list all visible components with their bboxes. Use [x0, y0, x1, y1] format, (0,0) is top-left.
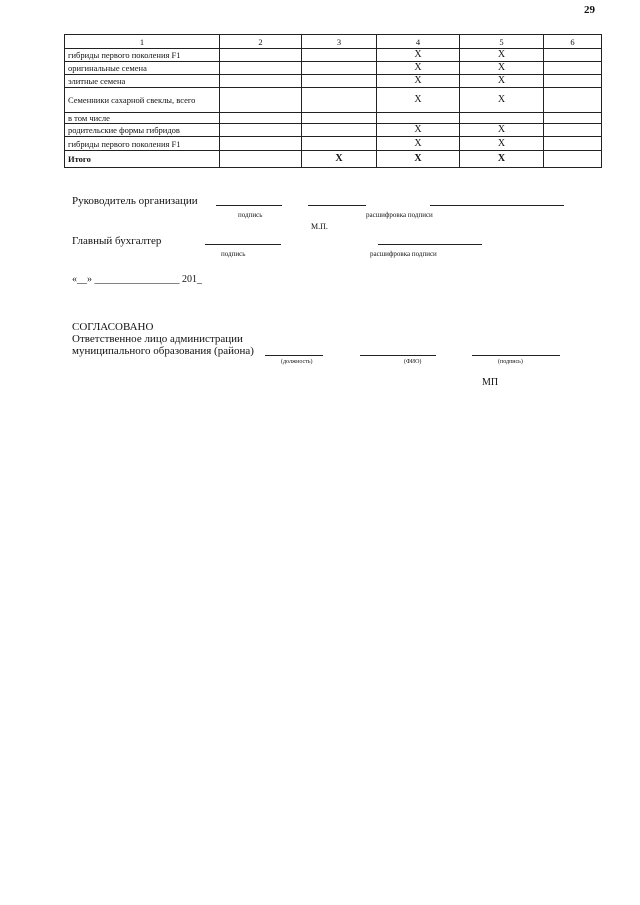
- table-cell: X: [460, 88, 544, 113]
- table-row: [65, 137, 602, 151]
- head-label: Руководитель организации: [72, 195, 198, 207]
- approval-line-2: муниципального образования (района): [72, 345, 254, 357]
- row-label: гибриды первого поколения F1: [65, 49, 220, 62]
- table-cell: [220, 88, 302, 113]
- row-label: Семенники сахарной свеклы, всего: [65, 88, 220, 113]
- table-cell: X: [460, 137, 544, 151]
- table-row: [65, 75, 602, 88]
- header-cell: 1: [65, 35, 220, 49]
- table-cell: [544, 124, 602, 137]
- page-number: 29: [584, 4, 595, 16]
- table-header-row: [65, 35, 602, 49]
- total-row: [65, 151, 602, 168]
- approval-position-caption: (должность): [281, 359, 313, 365]
- row-label: родительские формы гибридов: [65, 124, 220, 137]
- head-decoding-line: [430, 205, 564, 206]
- header-cell: 6: [544, 35, 602, 49]
- table-cell: [302, 113, 377, 124]
- row-label: оригинальные семена: [65, 62, 220, 75]
- table-cell: [302, 75, 377, 88]
- table-cell: [220, 113, 302, 124]
- table-row: [65, 49, 602, 62]
- approval-title: СОГЛАСОВАНО: [72, 321, 154, 333]
- table-cell: [220, 137, 302, 151]
- table-row: [65, 62, 602, 75]
- table-cell: [302, 62, 377, 75]
- approval-fio-line: [360, 355, 436, 356]
- approval-fio-caption: (ФИО): [404, 359, 422, 365]
- table-cell: X: [460, 124, 544, 137]
- table-cell: [220, 75, 302, 88]
- table-cell: [302, 49, 377, 62]
- table-cell: [544, 113, 602, 124]
- row-label: в том числе: [65, 113, 220, 124]
- approval-mp-label: МП: [482, 377, 499, 388]
- table-cell: X: [460, 49, 544, 62]
- table-cell: [544, 88, 602, 113]
- table-cell: X: [460, 75, 544, 88]
- seed-table: [64, 34, 602, 168]
- table-cell: X: [377, 62, 460, 75]
- table-cell: X: [377, 151, 460, 168]
- table-row: [65, 113, 602, 124]
- table-cell: X: [302, 151, 377, 168]
- table-cell: [302, 124, 377, 137]
- table-cell: [544, 151, 602, 168]
- table-cell: X: [377, 124, 460, 137]
- table-cell: [377, 113, 460, 124]
- table-cell: [220, 124, 302, 137]
- approval-line-1: Ответственное лицо администрации: [72, 333, 243, 345]
- accountant-decoding-caption: расшифровка подписи: [370, 250, 437, 258]
- table-cell: X: [460, 62, 544, 75]
- accountant-signature-line: [205, 244, 281, 245]
- head-line-2: [308, 205, 366, 206]
- header-cell: 4: [377, 35, 460, 49]
- table-cell: X: [377, 88, 460, 113]
- table-cell: X: [377, 75, 460, 88]
- table-row: [65, 124, 602, 137]
- table-cell: X: [460, 151, 544, 168]
- table-cell: [302, 137, 377, 151]
- header-cell: 5: [460, 35, 544, 49]
- table-cell: [544, 62, 602, 75]
- table-cell: [544, 75, 602, 88]
- table-cell: [220, 151, 302, 168]
- table-cell: [460, 113, 544, 124]
- table-cell: [302, 88, 377, 113]
- table-row: [65, 88, 602, 113]
- approval-signature-caption: (подпись): [498, 359, 523, 365]
- table-cell: X: [377, 49, 460, 62]
- table-cell: X: [377, 137, 460, 151]
- header-cell: 2: [220, 35, 302, 49]
- table-cell: [544, 137, 602, 151]
- accountant-signature-caption: подпись: [221, 250, 246, 258]
- table-cell: [220, 62, 302, 75]
- approval-signature-line: [472, 355, 560, 356]
- accountant-label: Главный бухгалтер: [72, 235, 162, 247]
- row-label: гибриды первого поколения F1: [65, 137, 220, 151]
- mp-stamp-label: М.П.: [311, 222, 328, 231]
- head-signature-line: [216, 205, 282, 206]
- approval-position-line: [265, 355, 323, 356]
- row-label: элитные семена: [65, 75, 220, 88]
- table-cell: [220, 49, 302, 62]
- head-signature-caption: подпись: [238, 211, 263, 219]
- head-decoding-caption: расшифровка подписи: [366, 211, 433, 219]
- date-line: «__» _________________ 201_: [72, 274, 202, 285]
- header-cell: 3: [302, 35, 377, 49]
- accountant-decoding-line: [378, 244, 482, 245]
- table-cell: [544, 49, 602, 62]
- row-label: Итого: [65, 151, 220, 168]
